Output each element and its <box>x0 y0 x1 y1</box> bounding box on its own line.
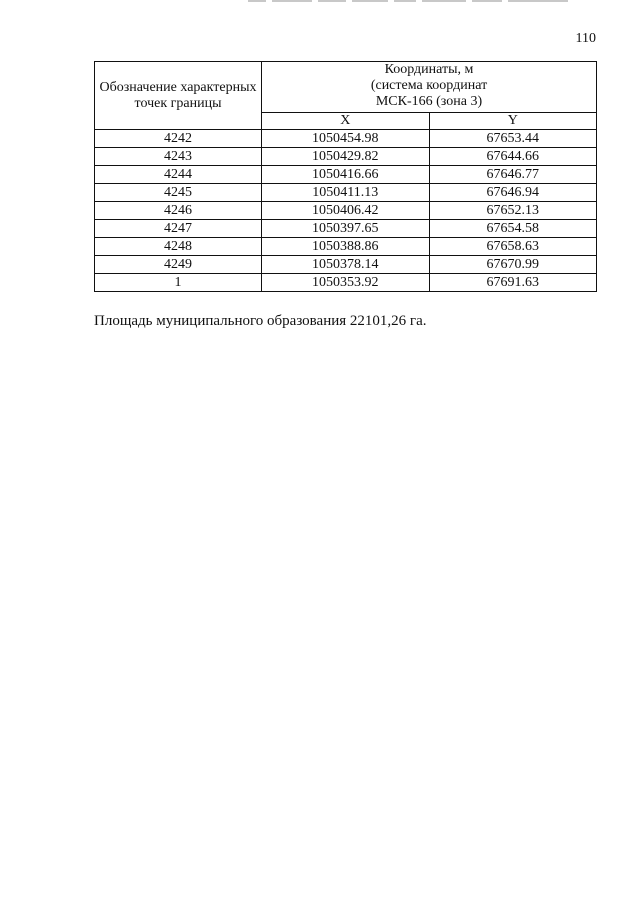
table-row <box>95 148 597 166</box>
point-cell: 4243 <box>95 148 262 166</box>
point-cell: 4246 <box>95 202 262 220</box>
y-cell: 67691.63 <box>429 274 597 292</box>
coordinates-header-line3: МСК-166 (зона 3) <box>375 94 483 109</box>
y-cell: 67652.13 <box>429 202 597 220</box>
point-cell: 4242 <box>95 130 262 148</box>
table-row <box>95 220 597 238</box>
y-cell: 67670.99 <box>429 256 597 274</box>
point-cell: 4244 <box>95 166 262 184</box>
table-row <box>95 238 597 256</box>
table-row <box>95 166 597 184</box>
coordinates-header <box>262 62 597 113</box>
point-cell: 1 <box>95 274 262 292</box>
x-cell: 1050454.98 <box>262 130 430 148</box>
x-cell: 1050411.13 <box>262 184 430 202</box>
municipal-area-note: Площадь муниципального образования 22101,26 га. <box>94 313 427 329</box>
table-row <box>95 202 597 220</box>
x-cell: 1050378.14 <box>262 256 430 274</box>
x-column-header: X <box>262 113 430 130</box>
x-cell: 1050406.42 <box>262 202 430 220</box>
point-cell: 4248 <box>95 238 262 256</box>
table-row <box>95 256 597 274</box>
x-cell: 1050353.92 <box>262 274 430 292</box>
y-cell: 67654.58 <box>429 220 597 238</box>
y-cell: 67644.66 <box>429 148 597 166</box>
y-cell: 67658.63 <box>429 238 597 256</box>
y-cell: 67646.77 <box>429 166 597 184</box>
coordinates-header-line1: Координаты, м <box>384 62 474 77</box>
y-cell: 67653.44 <box>429 130 597 148</box>
scan-edge-marks <box>248 0 578 3</box>
y-column-header: Y <box>429 113 597 130</box>
x-cell: 1050416.66 <box>262 166 430 184</box>
table-row <box>95 274 597 292</box>
y-cell: 67646.94 <box>429 184 597 202</box>
coordinates-table <box>94 61 597 292</box>
coordinates-header-line2: (система координат <box>370 78 488 93</box>
table-row <box>95 130 597 148</box>
point-cell: 4247 <box>95 220 262 238</box>
point-designation-header: Обозначение характерных точек границы <box>95 62 262 130</box>
x-cell: 1050397.65 <box>262 220 430 238</box>
point-cell: 4245 <box>95 184 262 202</box>
page-number: 110 <box>575 31 596 46</box>
x-cell: 1050429.82 <box>262 148 430 166</box>
table-row <box>95 184 597 202</box>
x-cell: 1050388.86 <box>262 238 430 256</box>
point-cell: 4249 <box>95 256 262 274</box>
